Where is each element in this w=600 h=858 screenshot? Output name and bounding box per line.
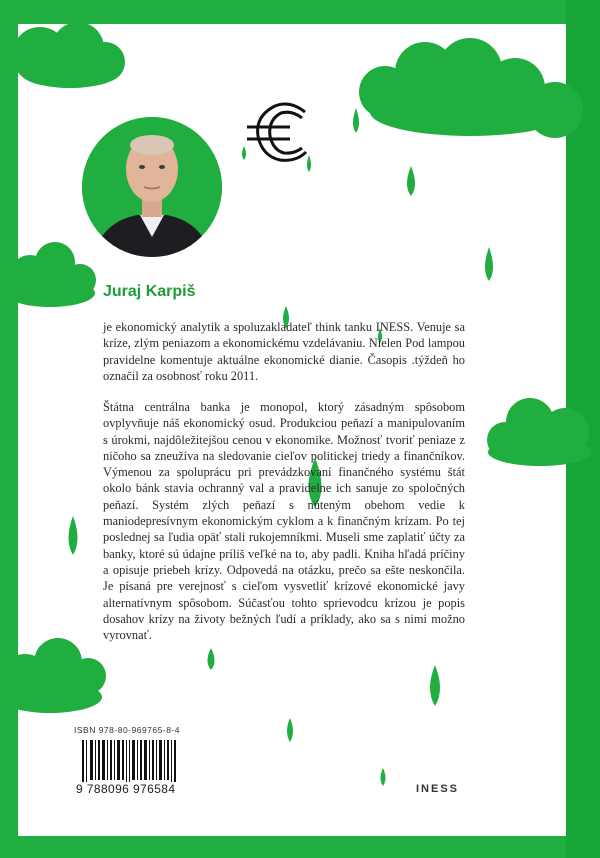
- raindrop-icon: [242, 146, 246, 160]
- book-description: Štátna centrálna banka je monopol, ktorý zásadným spôsobom ovplyvňuje náš ekonomický osud. Produkciou peňazí a manipulovaním s úrokmi, najdôležitejšou cenou v ekonomike. Možnosť tvoriť peniaze z ničoho sa zneužíva na sledovanie cieľov politickej triedy a finančníkov. Výmenou za spoluprácu pri prevádzkovaní finančného systému štát okolo bánk stavia ochranný val a pravidelne ich sanuje zo spoločných peňazí. Systém zlých peňazí s núteným obehom vedie k maniodepresívnym ekonomickým cyklom a k finančným krízam. Po tej poslednej sa ľudia opäť stali rukojemníkmi. Museli sme zaplatiť účty za banky, ktoré sú údajne príliš veľké na to, aby padli. Kniha hľadá príčiny a opisuje priebeh krízy. Odpovedá na otázku, prečo sa ešte neskončila. Je písaná pre verejnosť s cieľom vysvetliť krízové ekonomické javy alternatívnym spôsobom. Súčasťou tohto sprievodcu krízou je popis dosahov krízy na životy bežných ľudí a príklady, ako sa s nimi možno vyrovnať.: [103, 400, 465, 643]
- barcode-number: 9 788096 976584: [76, 782, 176, 796]
- cloud-icon: [5, 242, 96, 307]
- raindrop-icon: [353, 108, 359, 133]
- raindrop-icon: [485, 247, 493, 281]
- cloud-icon: [12, 22, 125, 88]
- raindrop-icon: [381, 768, 386, 786]
- author-bio: je ekonomický analytik a spoluzakladateľ think tanku INESS. Venuje sa krízе, zlým peniazom a ekonomickému vzdelávaniu. Nielen Pod lampou pravidelne komentuje aktuálne ekonomické dianie. Časopis .týždeň ho označil za osobnosť roku 2011.: [103, 320, 465, 383]
- portrait-illustration: [82, 117, 222, 257]
- raindrop-icon: [307, 155, 311, 172]
- raindrop-icon: [407, 166, 415, 196]
- author-portrait: [82, 117, 222, 257]
- euro-icon: [247, 104, 306, 160]
- raindrop-icon: [287, 718, 293, 742]
- raindrop-icon: [208, 648, 215, 670]
- isbn-label: ISBN 978-80-969765-8-4: [74, 725, 180, 735]
- barcode: [82, 740, 176, 784]
- raindrop-icon: [69, 516, 78, 555]
- cloud-icon: [487, 398, 592, 466]
- raindrop-icon: [430, 665, 440, 706]
- author-name: Juraj Karpiš: [103, 283, 196, 300]
- cloud-icon: [0, 638, 106, 713]
- publisher-logo: INESS: [416, 783, 460, 795]
- cloud-icon: [359, 38, 583, 138]
